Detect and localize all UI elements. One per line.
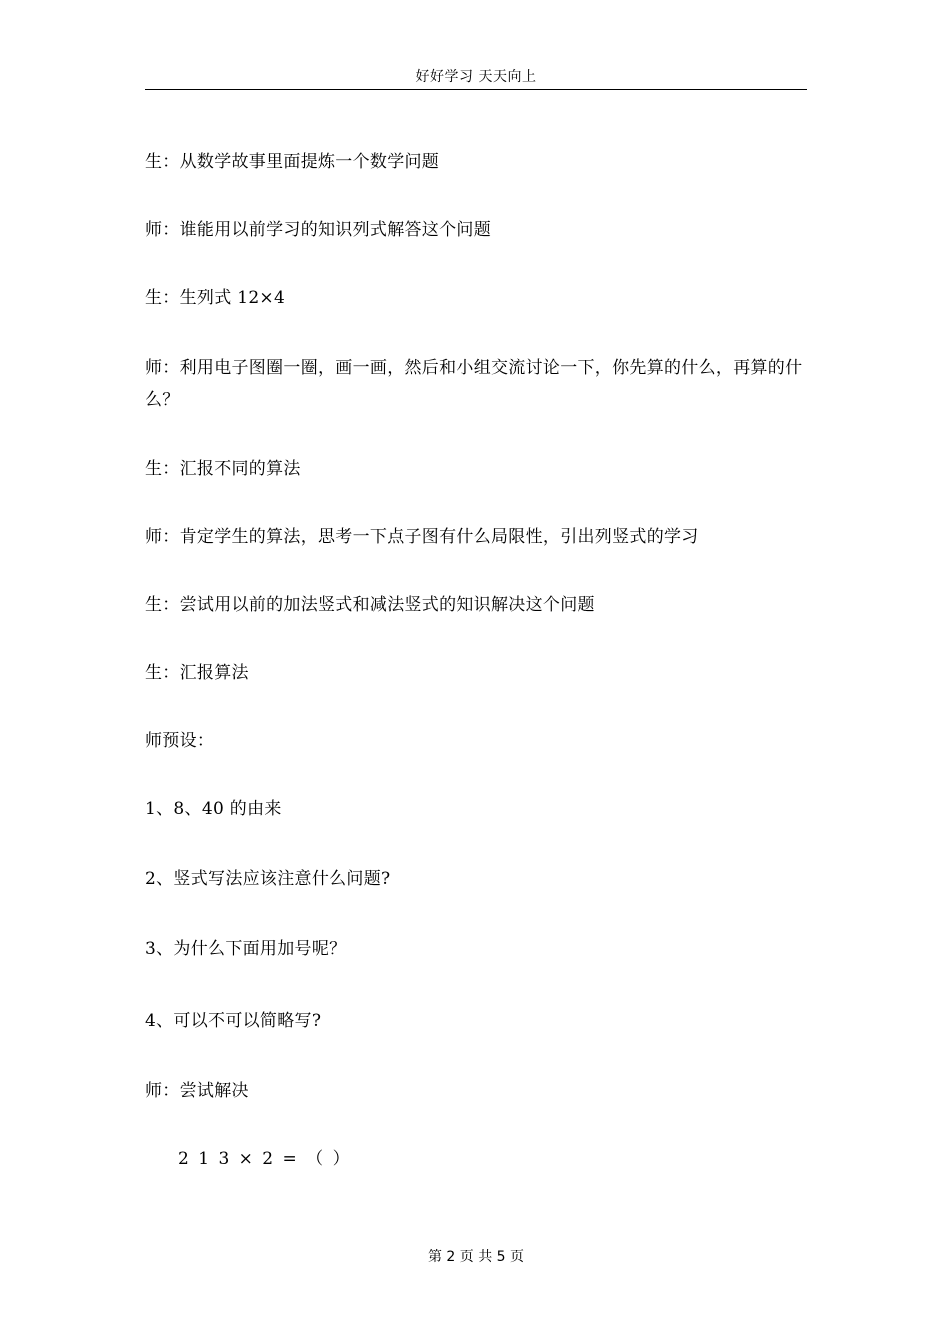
paragraph-10: 师：尝试解决 — [145, 1081, 249, 1101]
list-item-3: 3、为什么下面用加号呢？ — [145, 939, 347, 959]
paragraph-1: 生：从数学故事里面提炼一个数学问题 — [145, 152, 440, 172]
page-header: 好好学习 天天向上 — [415, 69, 537, 85]
paragraph-5: 生：汇报不同的算法 — [145, 459, 301, 479]
list-item-2: 2、竖式写法应该注意什么问题? — [145, 869, 391, 889]
paragraph-4: 师：利用电子图圈一圈，画一画，然后和小组交流讨论一下，你先算的什么，再算的什么？ — [145, 358, 803, 410]
paragraph-7: 生：尝试用以前的加法竖式和减法竖式的知识解决这个问题 — [145, 595, 595, 615]
paragraph-9: 师预设： — [145, 731, 215, 751]
list-item-1: 1、8、40 的由来 — [145, 799, 282, 819]
paragraph-3: 生：生列式 12×4 — [145, 288, 286, 308]
paragraph-2: 师：谁能用以前学习的知识列式解答这个问题 — [145, 220, 491, 240]
paragraph-8: 生：汇报算法 — [145, 663, 249, 683]
list-item-4: 4、可以不可以简略写? — [145, 1011, 322, 1031]
paragraph-6: 师：肯定学生的算法，思考一下点子图有什么局限性，引出列竖式的学习 — [145, 527, 699, 547]
header-divider — [145, 89, 807, 90]
math-expression: 2 1 3 × 2 = （ ） — [178, 1149, 352, 1169]
page-footer: 第 2 页 共 5 页 — [427, 1249, 525, 1265]
